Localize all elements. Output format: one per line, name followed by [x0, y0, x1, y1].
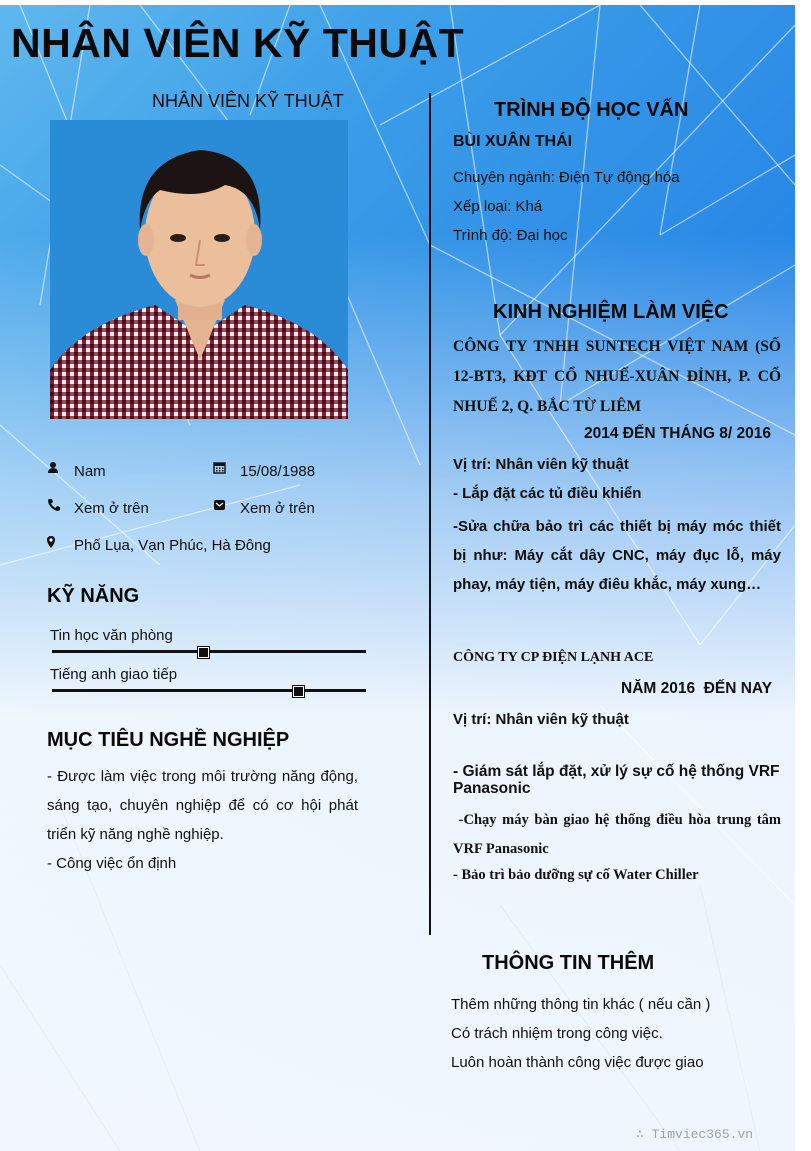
job-duty: - Giám sát lắp đặt, xử lý sự cố hệ thống VRF Panasonic — [453, 763, 780, 797]
additional-line: Thêm những thông tin khác ( nếu cần ) — [451, 996, 711, 1013]
position-subtitle: NHÂN VIÊN KỸ THUẬT — [152, 91, 344, 111]
job-position: Vị trí: Nhân viên kỹ thuật — [453, 456, 629, 473]
job-position: Vị trí: Nhân viên kỹ thuật — [453, 711, 629, 728]
skill-slider-knob[interactable] — [293, 686, 304, 697]
objective-line: - Công việc ổn định — [47, 855, 177, 872]
user-icon — [47, 461, 61, 475]
skill-label: Tin học văn phòng — [50, 627, 173, 644]
candidate-name: BÙI XUÂN THÁI — [453, 133, 573, 150]
birthdate-value: 15/08/1988 — [240, 463, 316, 480]
envelope-icon — [213, 498, 227, 512]
address-value: Phố Lụa, Vạn Phúc, Hà Đông — [74, 537, 271, 554]
additional-heading: THÔNG TIN THÊM — [482, 952, 655, 974]
cv-title: NHÂN VIÊN KỸ THUẬT — [11, 20, 465, 66]
job-company: CÔNG TY TNHH SUNTECH VIỆT NAM (SỐ 12-BT3, KĐT CỔ NHUẾ-XUÂN ĐỈNH, P. CỔ NHUẾ 2, Q. BẮC TỪ LIÊM — [453, 338, 781, 415]
education-rank: Xếp loại: Khá — [453, 198, 543, 215]
education-major: Chuyên ngành: Điện Tự động hóa — [453, 169, 680, 186]
education-heading: TRÌNH ĐỘ HỌC VẤN — [494, 99, 689, 121]
education-level: Trình độ: Đại học — [453, 227, 568, 244]
profile-photo — [50, 120, 348, 419]
additional-line: Luôn hoàn thành công việc được giao — [451, 1054, 704, 1071]
watermark: ∴ Timviec365.vn — [636, 1127, 754, 1142]
objective-heading: MỤC TIÊU NGHỀ NGHIỆP — [47, 729, 290, 751]
job-duty: - Bảo trì bảo dưỡng sự cố Water Chiller — [453, 867, 699, 883]
job-duty: -Chạy máy bàn giao hệ thống điều hòa trung tâm VRF Panasonic — [453, 812, 785, 857]
job-company: CÔNG TY CP ĐIỆN LẠNH ACE — [453, 650, 654, 665]
job-duty: - Lắp đặt các tủ điều khiển — [453, 485, 642, 502]
skills-heading: KỸ NĂNG — [47, 585, 140, 607]
skill-slider-knob[interactable] — [198, 647, 209, 658]
job-duty: -Sửa chữa bảo trì các thiết bị máy móc thiết bị như: Máy cắt dây CNC, máy đục lỗ, máy phay, máy tiện, máy điêu khắc, máy xung… — [453, 518, 781, 593]
phone-icon — [47, 498, 61, 512]
calendar-icon — [213, 461, 227, 475]
email-value: Xem ở trên — [240, 500, 315, 517]
skill-slider-track — [52, 650, 366, 653]
skill-label: Tiếng anh giao tiếp — [50, 666, 178, 683]
map-marker-icon — [45, 535, 59, 549]
phone-value: Xem ở trên — [74, 500, 149, 517]
additional-line: Có trách nhiệm trong công việc. — [451, 1025, 663, 1042]
gender-value: Nam — [74, 463, 106, 480]
column-divider — [429, 93, 431, 935]
objective-line: - Được làm việc trong môi trường năng động, sáng tạo, chuyên nghiệp để có cơ hội phát triển kỹ năng nghề nghiệp. — [47, 768, 358, 843]
experience-heading: KINH NGHIỆM LÀM VIỆC — [493, 301, 729, 323]
job-period: NĂM 2016 ĐẾN NAY — [621, 680, 773, 697]
job-period: 2014 ĐẾN THÁNG 8/ 2016 — [584, 425, 771, 442]
cv-page — [0, 5, 795, 1151]
skill-slider-track — [52, 689, 366, 692]
portrait-illustration — [50, 120, 348, 419]
